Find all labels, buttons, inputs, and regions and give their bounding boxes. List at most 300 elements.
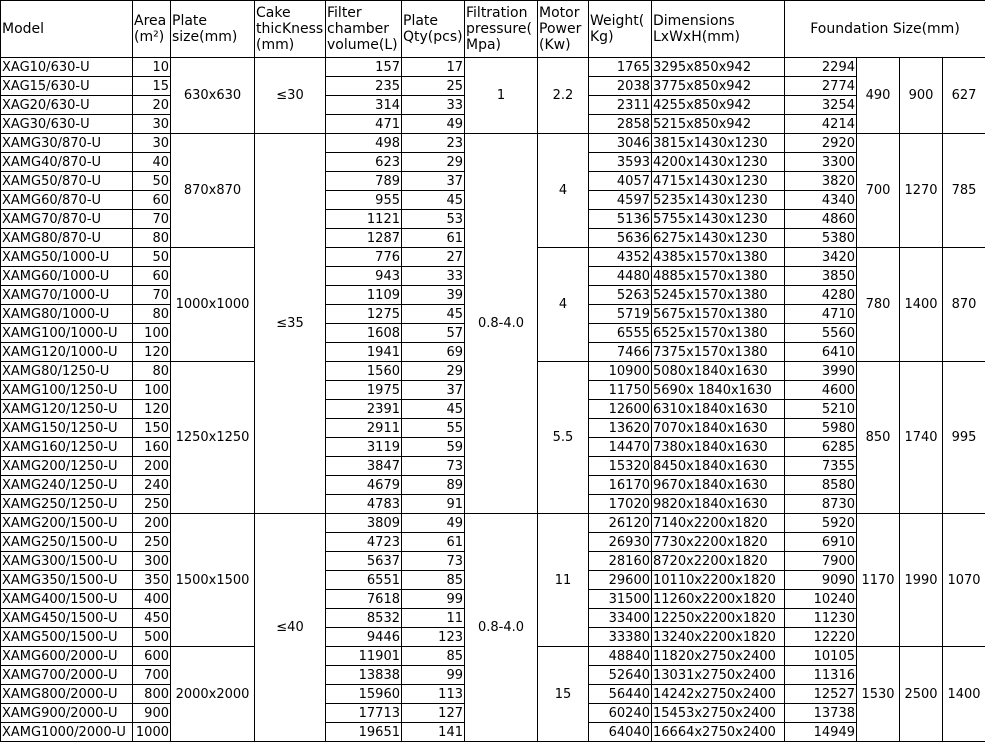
model-cell: XAMG240/1250-U [1, 476, 133, 495]
foundation-length-cell: 4340 [785, 191, 857, 210]
area-cell: 300 [133, 552, 171, 571]
foundation-length-cell: 5560 [785, 324, 857, 343]
plate-qty-cell: 61 [402, 229, 465, 248]
volume-cell: 235 [326, 77, 402, 96]
plate-qty-cell: 99 [402, 590, 465, 609]
weight-cell: 15320 [589, 457, 652, 476]
plate-qty-cell: 23 [402, 134, 465, 153]
area-cell: 60 [133, 191, 171, 210]
volume-cell: 15960 [326, 685, 402, 704]
volume-cell: 955 [326, 191, 402, 210]
model-cell: XAMG500/1500-U [1, 628, 133, 647]
foundation-length-cell: 6910 [785, 533, 857, 552]
area-cell: 80 [133, 362, 171, 381]
volume-cell: 13838 [326, 666, 402, 685]
plate-qty-cell: 45 [402, 400, 465, 419]
model-cell: XAMG80/870-U [1, 229, 133, 248]
model-cell: XAMG40/870-U [1, 153, 133, 172]
foundation-length-cell: 4214 [785, 115, 857, 134]
area-cell: 100 [133, 381, 171, 400]
weight-cell: 13620 [589, 419, 652, 438]
plate-qty-cell: 49 [402, 115, 465, 134]
plate-qty-cell: 53 [402, 210, 465, 229]
dimensions-cell: 5245x1570x1380 [652, 286, 785, 305]
volume-cell: 2911 [326, 419, 402, 438]
model-cell: XAMG1000/2000-U [1, 723, 133, 742]
area-cell: 160 [133, 438, 171, 457]
plate-qty-cell: 61 [402, 533, 465, 552]
dimensions-cell: 5675x1570x1380 [652, 305, 785, 324]
weight-cell: 26120 [589, 514, 652, 533]
foundation-length-cell: 11316 [785, 666, 857, 685]
plate-qty-cell: 55 [402, 419, 465, 438]
foundation-length-cell: 10105 [785, 647, 857, 666]
foundation-length-cell: 13738 [785, 704, 857, 723]
volume-cell: 1941 [326, 343, 402, 362]
dimensions-cell: 3775x850x942 [652, 77, 785, 96]
weight-cell: 1765 [589, 58, 652, 77]
header-model: Model [1, 1, 133, 58]
model-cell: XAMG70/1000-U [1, 286, 133, 305]
weight-cell: 4480 [589, 267, 652, 286]
area-cell: 70 [133, 210, 171, 229]
weight-cell: 3593 [589, 153, 652, 172]
model-cell: XAMG250/1250-U [1, 495, 133, 514]
cake-thickness-cell: ≤30 [255, 58, 326, 134]
plate-qty-cell: 49 [402, 514, 465, 533]
dimensions-cell: 5080x1840x1630 [652, 362, 785, 381]
volume-cell: 19651 [326, 723, 402, 742]
dimensions-cell: 7730x2200x1820 [652, 533, 785, 552]
volume-cell: 3847 [326, 457, 402, 476]
dimensions-cell: 3295x850x942 [652, 58, 785, 77]
model-cell: XAMG50/1000-U [1, 248, 133, 267]
area-cell: 120 [133, 343, 171, 362]
foundation-b-cell: 1990 [900, 514, 943, 647]
volume-cell: 11901 [326, 647, 402, 666]
model-cell: XAG20/630-U [1, 96, 133, 115]
weight-cell: 52640 [589, 666, 652, 685]
dimensions-cell: 7380x1840x1630 [652, 438, 785, 457]
model-cell: XAMG900/2000-U [1, 704, 133, 723]
volume-cell: 1608 [326, 324, 402, 343]
foundation-c-cell: 627 [943, 58, 985, 134]
model-cell: XAMG160/1250-U [1, 438, 133, 457]
dimensions-cell: 6310x1840x1630 [652, 400, 785, 419]
weight-cell: 29600 [589, 571, 652, 590]
header-volume: Filter chamber volume(L) [326, 1, 402, 58]
volume-cell: 4679 [326, 476, 402, 495]
foundation-b-cell: 1740 [900, 362, 943, 514]
pressure-cell: 0.8-4.0 [465, 134, 538, 514]
model-cell: XAG30/630-U [1, 115, 133, 134]
dimensions-cell: 8720x2200x1820 [652, 552, 785, 571]
dimensions-cell: 13031x2750x2400 [652, 666, 785, 685]
volume-cell: 471 [326, 115, 402, 134]
foundation-length-cell: 3820 [785, 172, 857, 191]
plate-qty-cell: 69 [402, 343, 465, 362]
model-cell: XAMG30/870-U [1, 134, 133, 153]
model-cell: XAMG200/1500-U [1, 514, 133, 533]
motor-power-cell: 15 [538, 647, 589, 742]
plate-qty-cell: 127 [402, 704, 465, 723]
model-cell: XAMG60/870-U [1, 191, 133, 210]
area-cell: 600 [133, 647, 171, 666]
weight-cell: 5263 [589, 286, 652, 305]
dimensions-cell: 11260x2200x1820 [652, 590, 785, 609]
foundation-length-cell: 6410 [785, 343, 857, 362]
foundation-length-cell: 2774 [785, 77, 857, 96]
foundation-length-cell: 3990 [785, 362, 857, 381]
area-cell: 100 [133, 324, 171, 343]
volume-cell: 943 [326, 267, 402, 286]
foundation-length-cell: 3300 [785, 153, 857, 172]
area-cell: 30 [133, 134, 171, 153]
volume-cell: 314 [326, 96, 402, 115]
weight-cell: 2038 [589, 77, 652, 96]
model-cell: XAG15/630-U [1, 77, 133, 96]
plate-qty-cell: 73 [402, 457, 465, 476]
foundation-length-cell: 10240 [785, 590, 857, 609]
plate-size-cell: 1000x1000 [171, 248, 255, 362]
area-cell: 150 [133, 419, 171, 438]
volume-cell: 7618 [326, 590, 402, 609]
plate-size-cell: 870x870 [171, 134, 255, 248]
volume-cell: 3119 [326, 438, 402, 457]
volume-cell: 1560 [326, 362, 402, 381]
foundation-length-cell: 5210 [785, 400, 857, 419]
weight-cell: 56440 [589, 685, 652, 704]
motor-power-cell: 4 [538, 134, 589, 248]
dimensions-cell: 4385x1570x1380 [652, 248, 785, 267]
area-cell: 50 [133, 172, 171, 191]
plate-qty-cell: 73 [402, 552, 465, 571]
foundation-b-cell: 1270 [900, 134, 943, 248]
foundation-a-cell: 700 [857, 134, 900, 248]
foundation-b-cell: 900 [900, 58, 943, 134]
weight-cell: 10900 [589, 362, 652, 381]
foundation-length-cell: 2294 [785, 58, 857, 77]
plate-qty-cell: 89 [402, 476, 465, 495]
header-foundation-size: Foundation Size(mm) [785, 1, 985, 58]
plate-qty-cell: 91 [402, 495, 465, 514]
weight-cell: 26930 [589, 533, 652, 552]
table-row [1, 514, 985, 533]
model-cell: XAMG150/1250-U [1, 419, 133, 438]
dimensions-cell: 7070x1840x1630 [652, 419, 785, 438]
foundation-length-cell: 12527 [785, 685, 857, 704]
foundation-c-cell: 1400 [943, 647, 985, 742]
dimensions-cell: 7375x1570x1380 [652, 343, 785, 362]
area-cell: 70 [133, 286, 171, 305]
plate-size-cell: 630x630 [171, 58, 255, 134]
plate-qty-cell: 37 [402, 172, 465, 191]
volume-cell: 17713 [326, 704, 402, 723]
motor-power-cell: 4 [538, 248, 589, 362]
pressure-cell: 1 [465, 58, 538, 134]
volume-cell: 3809 [326, 514, 402, 533]
weight-cell: 28160 [589, 552, 652, 571]
foundation-length-cell: 3254 [785, 96, 857, 115]
plate-qty-cell: 39 [402, 286, 465, 305]
weight-cell: 16170 [589, 476, 652, 495]
volume-cell: 8532 [326, 609, 402, 628]
area-cell: 450 [133, 609, 171, 628]
area-cell: 30 [133, 115, 171, 134]
header-pressure: Filtration pressure( Mpa) [465, 1, 538, 58]
area-cell: 50 [133, 248, 171, 267]
model-cell: XAMG80/1000-U [1, 305, 133, 324]
area-cell: 900 [133, 704, 171, 723]
plate-qty-cell: 113 [402, 685, 465, 704]
cake-thickness-cell: ≤40 [255, 514, 326, 742]
volume-cell: 5637 [326, 552, 402, 571]
foundation-c-cell: 785 [943, 134, 985, 248]
weight-cell: 2311 [589, 96, 652, 115]
dimensions-cell: 15453x2750x2400 [652, 704, 785, 723]
dimensions-cell: 5690x 1840x1630 [652, 381, 785, 400]
model-cell: XAMG120/1000-U [1, 343, 133, 362]
dimensions-cell: 5215x850x942 [652, 115, 785, 134]
area-cell: 80 [133, 229, 171, 248]
foundation-length-cell: 4860 [785, 210, 857, 229]
weight-cell: 4057 [589, 172, 652, 191]
weight-cell: 5636 [589, 229, 652, 248]
plate-qty-cell: 123 [402, 628, 465, 647]
foundation-length-cell: 9090 [785, 571, 857, 590]
pressure-cell: 0.8-4.0 [465, 514, 538, 742]
plate-qty-cell: 141 [402, 723, 465, 742]
model-cell: XAMG600/2000-U [1, 647, 133, 666]
foundation-c-cell: 995 [943, 362, 985, 514]
volume-cell: 1275 [326, 305, 402, 324]
area-cell: 200 [133, 514, 171, 533]
foundation-c-cell: 1070 [943, 514, 985, 647]
foundation-a-cell: 850 [857, 362, 900, 514]
dimensions-cell: 4885x1570x1380 [652, 267, 785, 286]
dimensions-cell: 6275x1430x1230 [652, 229, 785, 248]
area-cell: 400 [133, 590, 171, 609]
header-plate-qty: Plate Qty(pcs) [402, 1, 465, 58]
model-cell: XAMG80/1250-U [1, 362, 133, 381]
volume-cell: 1975 [326, 381, 402, 400]
volume-cell: 1287 [326, 229, 402, 248]
weight-cell: 31500 [589, 590, 652, 609]
area-cell: 200 [133, 457, 171, 476]
dimensions-cell: 4715x1430x1230 [652, 172, 785, 191]
dimensions-cell: 16664x2750x2400 [652, 723, 785, 742]
header-cake-thickness: Cake thicKness (mm) [255, 1, 326, 58]
plate-qty-cell: 11 [402, 609, 465, 628]
motor-power-cell: 11 [538, 514, 589, 647]
volume-cell: 1121 [326, 210, 402, 229]
volume-cell: 776 [326, 248, 402, 267]
foundation-length-cell: 14949 [785, 723, 857, 742]
dimensions-cell: 9670x1840x1630 [652, 476, 785, 495]
plate-qty-cell: 85 [402, 571, 465, 590]
area-cell: 1000 [133, 723, 171, 742]
plate-size-cell: 1500x1500 [171, 514, 255, 647]
weight-cell: 64040 [589, 723, 652, 742]
header-area: Area (m²) [133, 1, 171, 58]
area-cell: 120 [133, 400, 171, 419]
volume-cell: 2391 [326, 400, 402, 419]
weight-cell: 5136 [589, 210, 652, 229]
dimensions-cell: 3815x1430x1230 [652, 134, 785, 153]
foundation-length-cell: 5980 [785, 419, 857, 438]
weight-cell: 2858 [589, 115, 652, 134]
model-cell: XAMG100/1000-U [1, 324, 133, 343]
table-row [1, 58, 985, 77]
model-cell: XAMG800/2000-U [1, 685, 133, 704]
weight-cell: 6555 [589, 324, 652, 343]
volume-cell: 623 [326, 153, 402, 172]
plate-qty-cell: 25 [402, 77, 465, 96]
area-cell: 250 [133, 533, 171, 552]
foundation-length-cell: 5380 [785, 229, 857, 248]
volume-cell: 1109 [326, 286, 402, 305]
plate-size-cell: 1250x1250 [171, 362, 255, 514]
weight-cell: 11750 [589, 381, 652, 400]
dimensions-cell: 11820x2750x2400 [652, 647, 785, 666]
motor-power-cell: 5.5 [538, 362, 589, 514]
model-cell: XAMG350/1500-U [1, 571, 133, 590]
dimensions-cell: 5755x1430x1230 [652, 210, 785, 229]
weight-cell: 14470 [589, 438, 652, 457]
foundation-a-cell: 1530 [857, 647, 900, 742]
foundation-b-cell: 2500 [900, 647, 943, 742]
weight-cell: 7466 [589, 343, 652, 362]
model-cell: XAMG400/1500-U [1, 590, 133, 609]
foundation-length-cell: 4600 [785, 381, 857, 400]
weight-cell: 4352 [589, 248, 652, 267]
area-cell: 250 [133, 495, 171, 514]
area-cell: 40 [133, 153, 171, 172]
plate-qty-cell: 33 [402, 267, 465, 286]
foundation-length-cell: 8580 [785, 476, 857, 495]
volume-cell: 498 [326, 134, 402, 153]
foundation-length-cell: 8730 [785, 495, 857, 514]
area-cell: 15 [133, 77, 171, 96]
plate-qty-cell: 59 [402, 438, 465, 457]
dimensions-cell: 8450x1840x1630 [652, 457, 785, 476]
plate-qty-cell: 17 [402, 58, 465, 77]
foundation-length-cell: 11230 [785, 609, 857, 628]
plate-qty-cell: 45 [402, 305, 465, 324]
area-cell: 60 [133, 267, 171, 286]
area-cell: 80 [133, 305, 171, 324]
area-cell: 10 [133, 58, 171, 77]
dimensions-cell: 4255x850x942 [652, 96, 785, 115]
foundation-length-cell: 6285 [785, 438, 857, 457]
area-cell: 20 [133, 96, 171, 115]
dimensions-cell: 4200x1430x1230 [652, 153, 785, 172]
plate-qty-cell: 37 [402, 381, 465, 400]
model-cell: XAMG450/1500-U [1, 609, 133, 628]
foundation-a-cell: 490 [857, 58, 900, 134]
weight-cell: 17020 [589, 495, 652, 514]
model-cell: XAMG120/1250-U [1, 400, 133, 419]
area-cell: 240 [133, 476, 171, 495]
foundation-length-cell: 3850 [785, 267, 857, 286]
dimensions-cell: 10110x2200x1820 [652, 571, 785, 590]
foundation-length-cell: 12220 [785, 628, 857, 647]
model-cell: XAMG70/870-U [1, 210, 133, 229]
foundation-c-cell: 870 [943, 248, 985, 362]
foundation-a-cell: 1170 [857, 514, 900, 647]
volume-cell: 6551 [326, 571, 402, 590]
area-cell: 800 [133, 685, 171, 704]
weight-cell: 33380 [589, 628, 652, 647]
volume-cell: 157 [326, 58, 402, 77]
area-cell: 500 [133, 628, 171, 647]
cake-thickness-cell: ≤35 [255, 134, 326, 514]
dimensions-cell: 13240x2200x1820 [652, 628, 785, 647]
model-cell: XAMG60/1000-U [1, 267, 133, 286]
dimensions-cell: 9820x1840x1630 [652, 495, 785, 514]
plate-qty-cell: 85 [402, 647, 465, 666]
plate-qty-cell: 29 [402, 362, 465, 381]
weight-cell: 4597 [589, 191, 652, 210]
plate-qty-cell: 29 [402, 153, 465, 172]
model-cell: XAG10/630-U [1, 58, 133, 77]
plate-qty-cell: 57 [402, 324, 465, 343]
foundation-length-cell: 5920 [785, 514, 857, 533]
header-dimensions: Dimensions LxWxH(mm) [652, 1, 785, 58]
foundation-length-cell: 7355 [785, 457, 857, 476]
weight-cell: 3046 [589, 134, 652, 153]
area-cell: 350 [133, 571, 171, 590]
dimensions-cell: 14242x2750x2400 [652, 685, 785, 704]
model-cell: XAMG700/2000-U [1, 666, 133, 685]
model-cell: XAMG300/1500-U [1, 552, 133, 571]
header-motor-power: Motor Power (Kw) [538, 1, 589, 58]
dimensions-cell: 7140x2200x1820 [652, 514, 785, 533]
area-cell: 700 [133, 666, 171, 685]
weight-cell: 5719 [589, 305, 652, 324]
model-cell: XAMG100/1250-U [1, 381, 133, 400]
dimensions-cell: 5235x1430x1230 [652, 191, 785, 210]
weight-cell: 48840 [589, 647, 652, 666]
dimensions-cell: 12250x2200x1820 [652, 609, 785, 628]
plate-qty-cell: 33 [402, 96, 465, 115]
header-row [1, 1, 985, 58]
header-plate-size: Plate size(mm) [171, 1, 255, 58]
motor-power-cell: 2.2 [538, 58, 589, 134]
foundation-a-cell: 780 [857, 248, 900, 362]
header-weight: Weight( Kg) [589, 1, 652, 58]
model-cell: XAMG250/1500-U [1, 533, 133, 552]
foundation-length-cell: 4280 [785, 286, 857, 305]
plate-qty-cell: 27 [402, 248, 465, 267]
foundation-length-cell: 3420 [785, 248, 857, 267]
table-row [1, 134, 985, 153]
volume-cell: 9446 [326, 628, 402, 647]
volume-cell: 4783 [326, 495, 402, 514]
plate-qty-cell: 45 [402, 191, 465, 210]
dimensions-cell: 6525x1570x1380 [652, 324, 785, 343]
volume-cell: 789 [326, 172, 402, 191]
foundation-length-cell: 2920 [785, 134, 857, 153]
foundation-length-cell: 7900 [785, 552, 857, 571]
foundation-length-cell: 4710 [785, 305, 857, 324]
plate-qty-cell: 99 [402, 666, 465, 685]
weight-cell: 33400 [589, 609, 652, 628]
volume-cell: 4723 [326, 533, 402, 552]
foundation-b-cell: 1400 [900, 248, 943, 362]
weight-cell: 60240 [589, 704, 652, 723]
plate-size-cell: 2000x2000 [171, 647, 255, 742]
